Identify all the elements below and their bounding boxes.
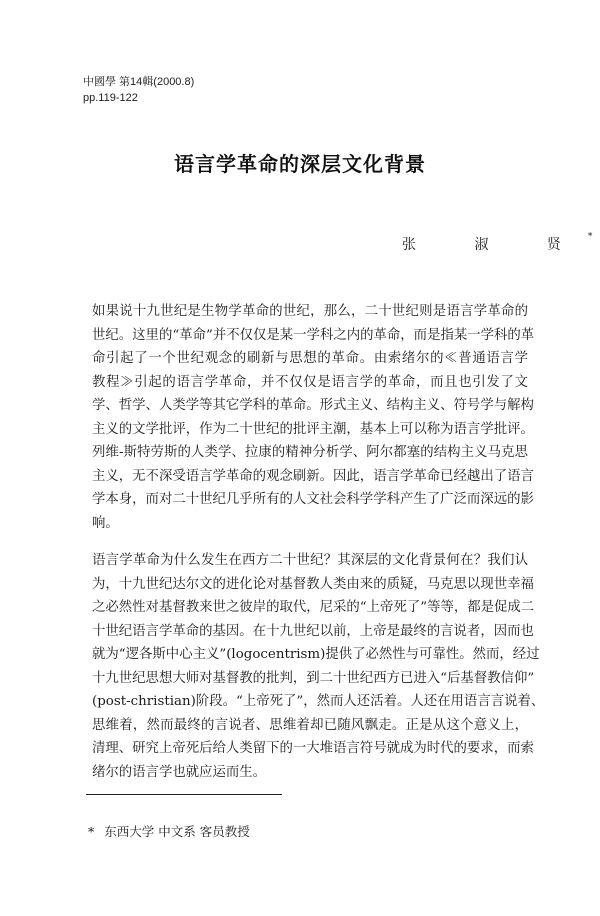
page-range: pp.119-122 [83,92,138,104]
author-footnote-mark: * [587,232,593,242]
text-line: 列维-斯特劳斯的人类学、拉康的精神分析学、阿尔都塞的结构主义马克思 [92,445,528,460]
text-line: 就为“逻各斯中心主义”(logocentrism)提供了必然性与可靠性。然而，经过 [92,647,540,662]
author-line [402,234,592,254]
text-line: (post-christian)阶段。“上帝死了”，然而人还活着。人还在用语言言说着、 [92,694,545,709]
text-line: 世纪。这里的“革命”并不仅仅是某一学科之内的革命，而是指某一学科的革 [92,327,535,343]
text-line: 十九世纪思想大师对基督教的批判，到二十世纪西方已进入“后基督教信仰” [92,670,535,686]
text-line: 响。 [92,515,119,531]
article-title: 语言学革命的深层文化背景 [174,152,426,176]
text-line: 教程≫引起的语言学革命，并不仅仅是语言学的革命，而且也引发了文 [92,374,528,390]
text-line: 绪尔的语言学也就应运而生。 [92,764,267,780]
journal-citation: 中國學 第14輯(2000.8) [83,76,195,88]
paragraph-2 [92,549,545,784]
text-line: 命引起了一个世纪观念的刷新与思想的革命。由索绪尔的≪普通语言学 [92,351,528,366]
footnote-text: 东西大学 中文系 客员教授 [104,824,250,839]
text-line: 语言学革命为什么发生在西方二十世纪？其深层的文化背景何在？我们认 [92,553,528,568]
footnote-mark: * [88,824,95,839]
author-name: 张 淑 贤 [402,237,588,253]
text-line: 学本身，而对二十世纪几乎所有的人文社会科学学科产生了广泛而深远的影 [92,492,534,507]
text-line: 之必然性对基督教来世之彼岸的取代，尼采的“上帝死了”等等，都是促成二 [92,600,535,615]
text-line: 主义的文学批评，作为二十世纪的批评主潮，基本上可以称为语言学批评。 [92,421,534,437]
text-line: 清理、研究上帝死后给人类留下的一大堆语言符号就成为时代的要求，而索 [92,741,534,756]
footnote-divider [86,794,282,795]
text-line: 如果说十九世纪是生物学革命的世纪，那么，二十世纪则是语言学革命的 [92,304,528,319]
journal-header [83,74,194,106]
text-line: 主义，无不深受语言学革命的观念刷新。因此，语言学革命已经越出了语言 [92,468,534,484]
text-line: 十世纪语言学革命的基因。在十九世纪以前，上帝是最终的言说者，因而也 [92,623,534,639]
text-line: 思维着，然而最终的言说者、思维着却已随风飘走。正是从这个意义上， [92,717,528,733]
text-line: 学、哲学、人类学等其它学科的革命。形式主义、结构主义、符号学与解构 [92,398,534,413]
paragraph-1 [92,300,535,535]
footnote [88,822,250,840]
text-line: 为，十九世纪达尔文的进化论对基督教人类由来的质疑，马克思以现世幸福 [92,576,534,592]
